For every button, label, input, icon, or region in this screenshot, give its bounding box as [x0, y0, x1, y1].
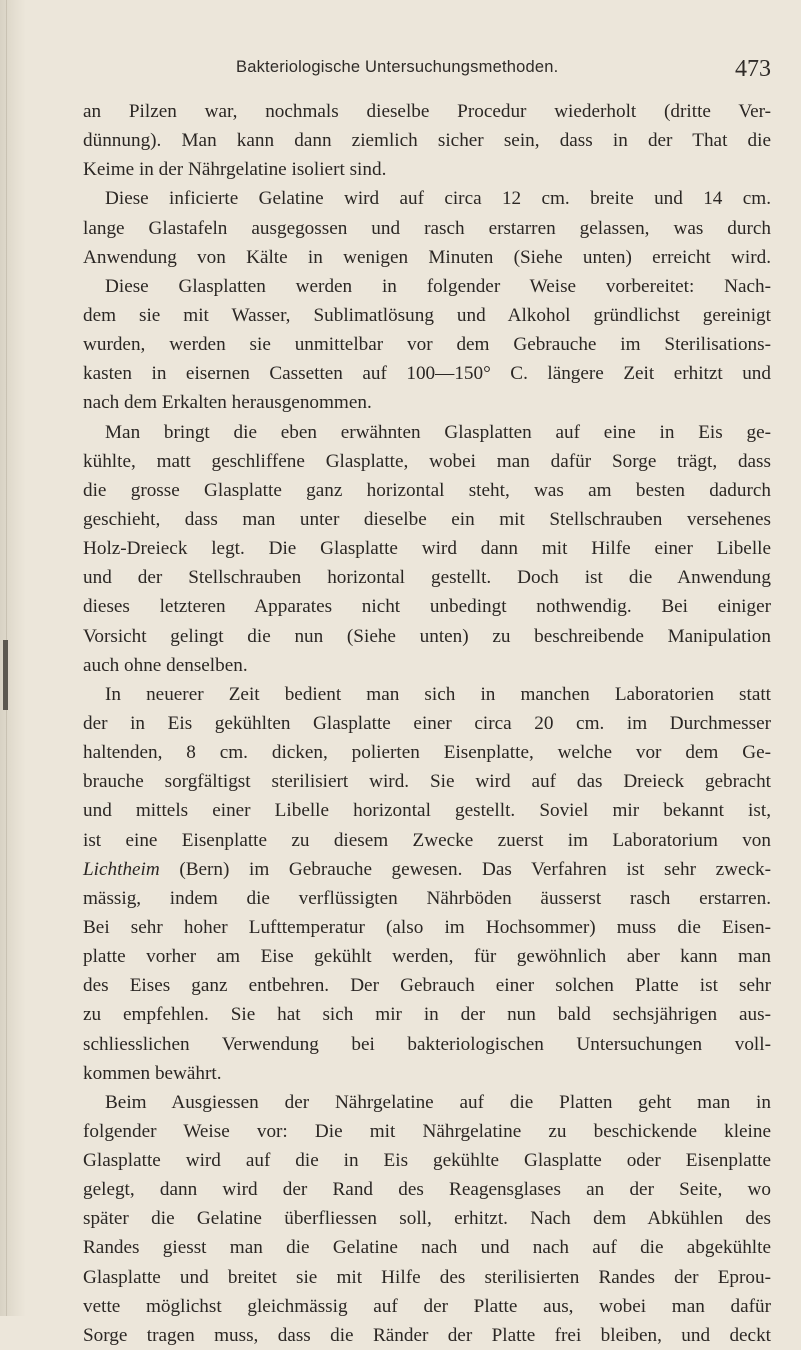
text-line: dieses letzteren Apparates nicht unbedingt nothwendig. Bei einiger	[83, 596, 771, 618]
running-head: Bakteriologische Untersuchungsmethoden.	[236, 58, 559, 76]
text-line: wurden, werden sie unmittelbar vor dem Gebrauche im Sterilisations-	[83, 334, 771, 356]
text-line: ist eine Eisenplatte zu diesem Zwecke zuerst im Laboratorium von	[83, 829, 771, 851]
text-line: an Pilzen war, nochmals dieselbe Procedur wiederholt (dritte Ver-	[83, 101, 771, 122]
text-line: die grosse Glasplatte ganz horizontal steht, was am besten dadurch	[83, 479, 771, 501]
author-name: Lichtheim	[83, 858, 160, 880]
text-line: des Eises ganz entbehren. Der Gebrauch einer solchen Platte ist sehr	[83, 975, 771, 997]
text-line: folgender Weise vor: Die mit Nährgelatine zu beschickende kleine	[83, 1120, 771, 1142]
text-line: kommen bewährt.	[83, 1062, 222, 1084]
page-header	[83, 58, 771, 98]
text-line: zu empfehlen. Sie hat sich mir in der nun bald sechsjährigen aus-	[83, 1004, 771, 1026]
text-line: Diese inficierte Gelatine wird auf circa 12 cm. breite und 14 cm.	[105, 188, 771, 210]
page-number: 473	[735, 56, 771, 82]
text-line: später die Gelatine überfliessen soll, erhitzt. Nach dem Abkühlen des	[83, 1208, 771, 1230]
text-line: kasten in eisernen Cassetten auf 100—150° C. längere Zeit erhitzt und	[83, 363, 771, 385]
text-line	[83, 855, 771, 884]
text-line: geschieht, dass man unter dieselbe ein mit Stellschrauben versehenes	[83, 508, 771, 530]
book-spine-edge	[0, 0, 26, 1316]
text-line: Sorge tragen muss, dass die Ränder der Platte frei bleiben, und deckt	[83, 1324, 771, 1346]
text-line: Man bringt die eben erwähnten Glasplatten auf eine in Eis ge-	[105, 421, 771, 443]
text-line: brauche sorgfältigst sterilisiert wird. Sie wird auf das Dreieck gebracht	[83, 771, 771, 793]
text-line: und der Stellschrauben horizontal gestellt. Doch ist die Anwendung	[83, 567, 771, 589]
text-line: Randes giesst man die Gelatine nach und nach auf die abgekühlte	[83, 1237, 771, 1259]
text-line: In neuerer Zeit bedient man sich in manchen Laboratorien statt	[105, 683, 771, 705]
text-line: Glasplatte und breitet sie mit Hilfe des sterilisierten Randes der Eprou-	[83, 1266, 771, 1288]
text-line: Glasplatte wird auf die in Eis gekühlte Glasplatte oder Eisenplatte	[83, 1150, 771, 1172]
text-line: mässig, indem die verflüssigten Nährböden äusserst rasch erstarren.	[83, 887, 771, 909]
text-line: dünnung). Man kann dann ziemlich sicher sein, dass in der That die	[83, 130, 771, 152]
text-line: Bei sehr hoher Lufttemperatur (also im Hochsommer) muss die Eisen-	[83, 916, 771, 938]
text-line: Vorsicht gelingt die nun (Siehe unten) zu beschreibende Manipulation	[83, 625, 771, 647]
text-line: haltenden, 8 cm. dicken, polierten Eisenplatte, welche vor dem Ge-	[83, 742, 771, 764]
text-line: platte vorher am Eise gekühlt werden, für gewöhnlich aber kann man	[83, 946, 771, 968]
text-line: Keime in der Nährgelatine isoliert sind.	[83, 159, 387, 181]
text-line: Beim Ausgiessen der Nährgelatine auf die Platten geht man in	[105, 1091, 771, 1113]
text-line: der in Eis gekühlten Glasplatte einer circa 20 cm. im Durchmesser	[83, 712, 771, 734]
text-line: vette möglichst gleichmässig auf der Platte aus, wobei man dafür	[83, 1295, 771, 1317]
text-line: dem sie mit Wasser, Sublimatlösung und Alkohol gründlichst gereinigt	[83, 304, 771, 326]
text-line: Holz-Dreieck legt. Die Glasplatte wird dann mit Hilfe einer Libelle	[83, 538, 771, 560]
spine-mark	[3, 640, 8, 710]
text-line: und mittels einer Libelle horizontal gestellt. Soviel mir bekannt ist,	[83, 800, 771, 822]
text-line: nach dem Erkalten herausgenommen.	[83, 392, 372, 414]
text-line: lange Glastafeln ausgegossen und rasch erstarren gelassen, was durch	[83, 217, 771, 239]
text-line: Diese Glasplatten werden in folgender Weise vorbereitet: Nach-	[105, 275, 771, 297]
text-segment: (Bern) im Gebrauche gewesen. Das Verfahren ist sehr zweck-	[159, 858, 771, 880]
text-line: Anwendung von Kälte in wenigen Minuten (Siehe unten) erreicht wird.	[83, 246, 771, 268]
text-line: schliesslichen Verwendung bei bakteriologischen Untersuchungen voll-	[83, 1033, 771, 1055]
body-text	[83, 97, 771, 1350]
text-line: kühlte, matt geschliffene Glasplatte, wobei man dafür Sorge trägt, dass	[83, 450, 771, 472]
text-line: auch ohne denselben.	[83, 654, 248, 676]
text-line: gelegt, dann wird der Rand des Reagensglases an der Seite, wo	[83, 1179, 771, 1201]
